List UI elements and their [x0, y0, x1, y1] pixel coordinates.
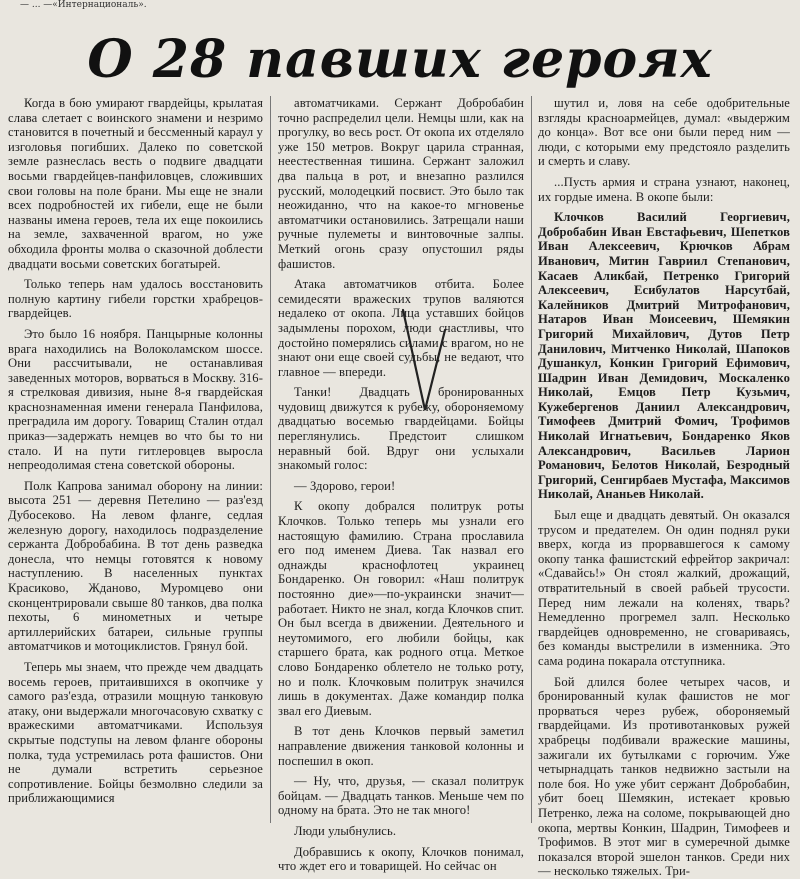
article-paragraph: Когда в бою умирают гвардейцы, крылатая слава слетает с воинского знамени и незримо становится в почетный и бессменный караул у изголовья погибших. Далеко по советской земле разнеслась весть о подвиге двадцати восьми гвардейцев-панфиловцев, сложивших свои головы на поле брани. Мы еще не знали всех подробностей их гибели, еще не были названы имена героев, тела их еще покоились на земле, захваченной врагом, но уже обходила фронты молва о сказочной доблести двадцати восьми советских богатырей. [8, 96, 263, 271]
article-paragraph: автоматчиками. Сержант Добробабин точно распределил цели. Немцы шли, как на прогулку, во весь рост. От окопа их отделяло уже 150 метров. Вокруг царила странная, неестественная тишина. Сержант заложил два пальца в рот, и внезапно разлился русский, молодецкий посвист. Это было так неожиданно, что на какое-то мгновенье автоматчики остановились. Затрещали наши ручные пулеметы и винтовочные залпы. Меткий огонь сразу опустошил ряды фашистов. [278, 96, 524, 271]
column-divider [531, 96, 532, 823]
article-paragraph: Был еще и двадцать девятый. Он оказался трусом и предателем. Он один поднял руки вверх, когда из прорвавшегося к самому окопу танка фашистский ефрейтор закричал: «Сдавайсь!» Он стоял жалкий, дрожащий, отвратительный в своей рабьей трусости. Перед ним лежали на коленях, тварь? Немедленно прогремел залп. Несколько гвардейцев одновременно, не сговариваясь, без команды выстрелили в изменника. Это сама родина покарала отступника. [538, 508, 790, 668]
previous-article-strip: — ... —«Интернациональ». [20, 0, 147, 10]
article-column-2 [278, 96, 524, 874]
article-paragraph: шутил и, ловя на себе одобрительные взгляды красноармейцев, думал: «выдержим до конца». Вот все они были перед ним — люди, с которыми ему предстояло разделить и смерть и славу. [538, 96, 790, 169]
article-column-1 [8, 96, 263, 823]
article-headline: О 28 павших героях [87, 29, 713, 90]
article-paragraph: В тот день Клочков первый заметил направление движения танковой колонны и поспешил в окоп. [278, 724, 524, 768]
article-paragraph: Танки! Двадцать бронированных чудовищ движутся к рубежу, обороняемому двадцатью восемью гвардейцами. Бойцы переглянулись. Предстоит слишком неравный бой. Вдруг они услыхали знакомый голос: [278, 385, 524, 473]
article-paragraph: Только теперь нам удалось восстановить полную картину гибели горстки храбрецов-гвардейцев. [8, 277, 263, 321]
article-paragraph: — Ну, что, друзья, — сказал политрук бойцам. — Двадцать танков. Меньше чем по одному на брата. Это не так много! [278, 774, 524, 818]
article-paragraph: ...Пусть армия и страна узнают, наконец, их гордые имена. В окопе были: [538, 174, 790, 204]
heroes-names-list: Клочков Василий Георгиевич, Добробабин Иван Евстафьевич, Шепетков Иван Алексеевич, Крючков Абрам Иванович, Митин Гавриил Степанович, Касаев Аликбай, Петренко Григорий Алексеевич, Есибулатов Нарсутбай, Калейников Дмитрий Митрофанович, Натаров Иван Моисеевич, Шемякин Григорий Михайлович, Дутов Петр Данилович, Митченко Николай, Шапоков Душанкул, Конкин Григорий Ефимович, Шадрин Иван Демидович, Москаленко Николай, Емцов Петр Кузьмич, Кужебергенов Даниил Александрович, Тимофеев Дмитрий Фомич, Трофимов Николай Игнатьевич, Бондаренко Яков Александрович, Васильев Ларион Романович, Белотов Николай, Безродный Григорий, Сенгирбаев Мустафа, Максимов Николай, Ананьев Николай. [538, 210, 790, 502]
article-column-3 [538, 96, 790, 879]
article-paragraph: Атака автоматчиков отбита. Более семидесяти вражеских трупов валяются недалеко от окопа. Лица уставших бойцов задымлены порохом, люди счастливы, что достойно померялись силами с врагом, но не знают они еще своей судьбы, не ведают, что главное — впереди. [278, 277, 524, 379]
article-paragraph: К окопу добрался политрук роты Клочков. Только теперь мы узнали его настоящую фамилию. Страна прославила его под именем Диева. Так назвал его однажды краснофлотец украинец Бондаренко. Он говорил: «Наш политрук постоянно дие»—по-украински значит—работает. Никто не знал, когда Клочков спит. Он был всегда в движении. Деятельного и неутомимого, его любили бойцы, как старшего брата, как родного отца. Меткое слово Бондаренко облетело не только роту, но и полк. Клочковым политрук значился лишь в документах. Даже командир полка звал его Диевым. [278, 499, 524, 718]
article-paragraph: Это было 16 ноября. Панцырные колонны врага находились на Волоколамском шоссе. Они рассчитывали, не останавливая заведенных моторов, ворваться в Москву. 316-я стрелковая дивизия, ныне 8-я гвардейская краснознаменная имени генерала Панфилова, преградила им дорогу. Товарищ Сталин отдал приказ—задержать немцев во что бы то ни стало. И на пути гитлеровцев выросла непреодолимая стена советской обороны. [8, 326, 263, 473]
article-paragraph: Бой длился более четырех часов, и бронированный кулак фашистов не мог прорваться через рубеж, обороняемый гвардейцами. Из противотанковых ружей храбрецы подбивали вражеские машины, зажигали их бутылками с горючим. Уже четырнадцать танков недвижно застыли на поле боя. Но уже убит сержант Добробабин, убит боец Шемякин, истекает кровью Петренко, лежа на соломе, покрывающей дно окопа, мертвы Конкин, Шадрин, Тимофеев и Трофимов. В этот миг в сумеречной дымке показался второй эшелон танков. Среди них — несколько тяжелых. Три- [538, 674, 790, 879]
article-paragraph: Полк Капрова занимал оборону на линии: высота 251 — деревня Петелино — раз'езд Дубосеково. На левом фланге, седлая железную дорогу, находилось подразделение сержанта Добробабина. В тот день разведка донесла, что немцы готовятся к новому наступлению. В населенных пунктах Красиково, Жданово, Муромцево они сконцентрировали свыше 80 танков, два полка пехоты, 6 минометных и четыре артиллерийских батареи, сильные группы автоматчиков и мотоциклистов. Грянул бой. [8, 478, 263, 654]
article-paragraph: Теперь мы знаем, что прежде чем двадцать восемь героев, притаившихся в окопчике у самого раз'езда, отразили мощную танковую атаку, они выдержали многочасовую схватку с вражескими автоматчиками. Используя скрытые подступы на левом фланге обороны полка, туда устремилась рота фашистов. Они не думали встретить серьезное сопротивление. Бойцы безмолвно следили за приближающимися [8, 659, 263, 806]
article-paragraph: Добравшись к окопу, Клочков понимал, что ждет его и товарищей. Но сейчас он [278, 844, 524, 874]
article-paragraph: Люди улыбнулись. [294, 823, 397, 838]
article-quote: — Здорово, герои! [294, 478, 396, 493]
column-divider [270, 96, 271, 823]
